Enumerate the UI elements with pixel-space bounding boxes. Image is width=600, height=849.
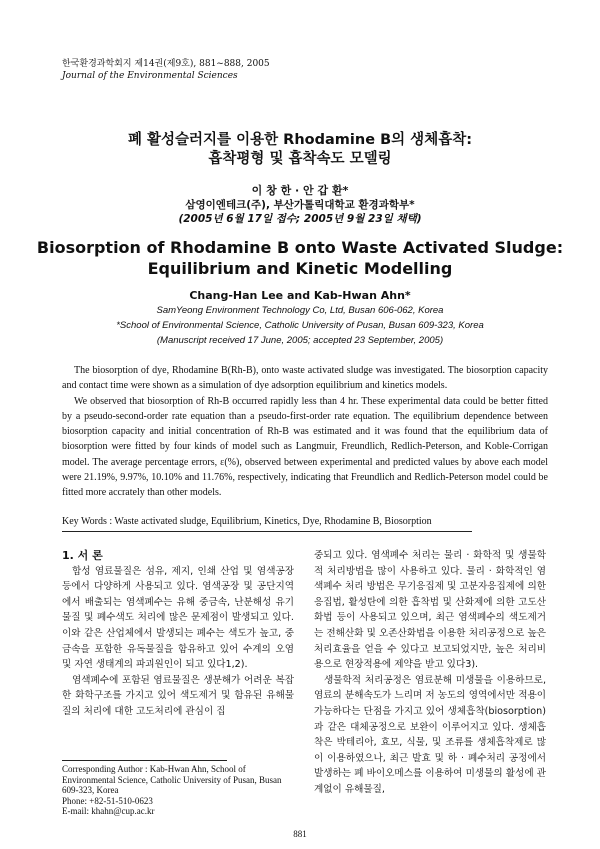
journal-citation: 한국환경과학회지 제14권(제9호), 881~888, 2005	[62, 59, 270, 69]
affiliation-ko: 삼영이엔테크(주), 부산가톨릭대학교 환경과학부*	[185, 199, 415, 211]
abstract	[62, 363, 548, 501]
corresponding-author: Corresponding Author : Kab-Hwan Ahn, School of Environmental Science, Catholic University of Pusan, Busan 609-323, Korea	[62, 764, 282, 796]
page-number: 881	[293, 829, 307, 839]
journal-name: Journal of the Environmental Sciences	[62, 71, 238, 81]
authors-en: Chang-Han Lee and Kab-Hwan Ahn*	[189, 289, 411, 302]
abstract-paragraph: The biosorption of dye, Rhodamine B(Rh-B), onto waste activated sludge was investigated. The biosorption capacity and contact time were shown as a simulation of dye adsorption equilibrium and kinetics models.	[62, 365, 548, 392]
body-paragraph: 염색폐수에 포함된 염료물질은 생분해가 어려운 복잡한 화학구조를 가지고 있어 색도제거 및 함유된 유해물질의 처리에 대한 고도처리에 관심이 집	[62, 674, 294, 717]
author-email: E-mail: khahn@cup.ac.kr	[62, 806, 155, 817]
title-en-line2: Equilibrium and Kinetic Modelling	[147, 259, 453, 278]
body-paragraph: 생물학적 처리공정은 염료분해 미생물을 이용하므로, 염료의 분해속도가 느리며 저 농도의 영역에서만 적용이 가능하다는 단점을 가지고 있어 생체흡착(biosorption)과 같은 대체공정으로 보완이 이루어지고 있다. 생체흡착은 박테리아, 효모, 식물, 및 조류를 생체흡착제로 많이 이용하였으나, 최근 발효 및 하 · 폐수처리 공정에서 발생하는 폐 바이오메스를 이용하여 미생물의 활성에 관계없이 유해물질,	[314, 674, 546, 795]
left-column	[62, 548, 294, 720]
right-column	[314, 548, 546, 798]
author-phone: Phone: +82-51-510-0623	[62, 795, 153, 806]
title-en-line1: Biosorption of Rhodamine B onto Waste Activated Sludge:	[36, 238, 564, 257]
abstract-paragraph: We observed that biosorption of Rh-B occurred rapidly less than 4 hr. These experimental data could be better fitted by a pseudo-second-order rate equation than a pseudo-first-order rate equation. The equilibrium dependence between biosorption capacity and initial concentration of Rh-B was estimated and it was found that the equilibrium data of biosorption were fitted by four kinds of model such as Langmuir, Freundlich, Redlich-Peterson, and Koble-Corrigan model. The average percentage errors, ε(%), observed between experimental and predicted values by above each model were 21.19%, 9.97%, 10.10% and 11.76%, respectively, indicating that Freundlich and Redlich-Peterson model could be fitted more accrately than other models.	[62, 395, 548, 499]
affiliation-en-line1: SamYeong Environment Technology Co, Ltd, Busan 606-062, Korea	[156, 305, 444, 316]
body-paragraph: 중되고 있다. 염색폐수 처리는 물리 · 화학적 및 생물학적 처리방법을 많이 사용하고 있다. 물리 · 화학적인 염색폐수 처리 방법은 무기응집제 및 고분자응집제에 의한 응집법, 활성탄에 의한 흡착법 및 산화제에 의한 고도산화법 등이 사용되고 있으며, 최근 염색폐수의 색도제거는 전해산화 및 오존산화법을 이용한 처리공정으로 높은 처리효율을 얻을 수 있다고 보고되었지만, 높은 처리비용으로 현장적용에 제약을 받고 있다3).	[314, 550, 546, 671]
title-ko-line1: 폐 활성슬러지를 이용한 Rhodamine B의 생체흡착:	[127, 132, 473, 148]
keywords: Key Words : Waste activated sludge, Equilibrium, Kinetics, Dye, Rhodamine B, Biosorption	[62, 516, 432, 527]
keywords-divider	[62, 531, 472, 532]
footnote	[62, 764, 294, 817]
body-paragraph: 합성 염료물질은 섬유, 제지, 인쇄 산업 및 염색공장 등에서 다양하게 사용되고 있다. 염색공장 및 공단지역에서 배출되는 염색폐수는 유해 중금속, 난분해성 유기물질 및 폐수색도 처리에 많은 문제점이 발생되고 있다. 이와 같은 산업체에서 발생되는 폐수는 색도가 높고, 중금속을 포함한 유독물질을 함유하고 있어 수계의 오염 및 자연 생태계의 파괴원인이 되고 있다1,2).	[62, 565, 294, 671]
authors-ko: 이 창 한 · 안 갑 환*	[251, 184, 349, 197]
footnote-divider	[62, 760, 227, 761]
section-heading: 1. 서 론	[62, 549, 103, 562]
affiliation-en-line2: *School of Environmental Science, Catholic University of Pusan, Busan 609-323, Korea	[116, 320, 484, 331]
journal-header	[62, 58, 270, 82]
manuscript-dates: (Manuscript received 17 June, 2005; accepted 23 September, 2005)	[156, 335, 444, 346]
dates-ko: (2005년 6월 17일 접수; 2005년 9월 23일 채택)	[178, 213, 422, 225]
title-ko-line2: 흡착평형 및 흡착속도 모델링	[208, 151, 392, 167]
